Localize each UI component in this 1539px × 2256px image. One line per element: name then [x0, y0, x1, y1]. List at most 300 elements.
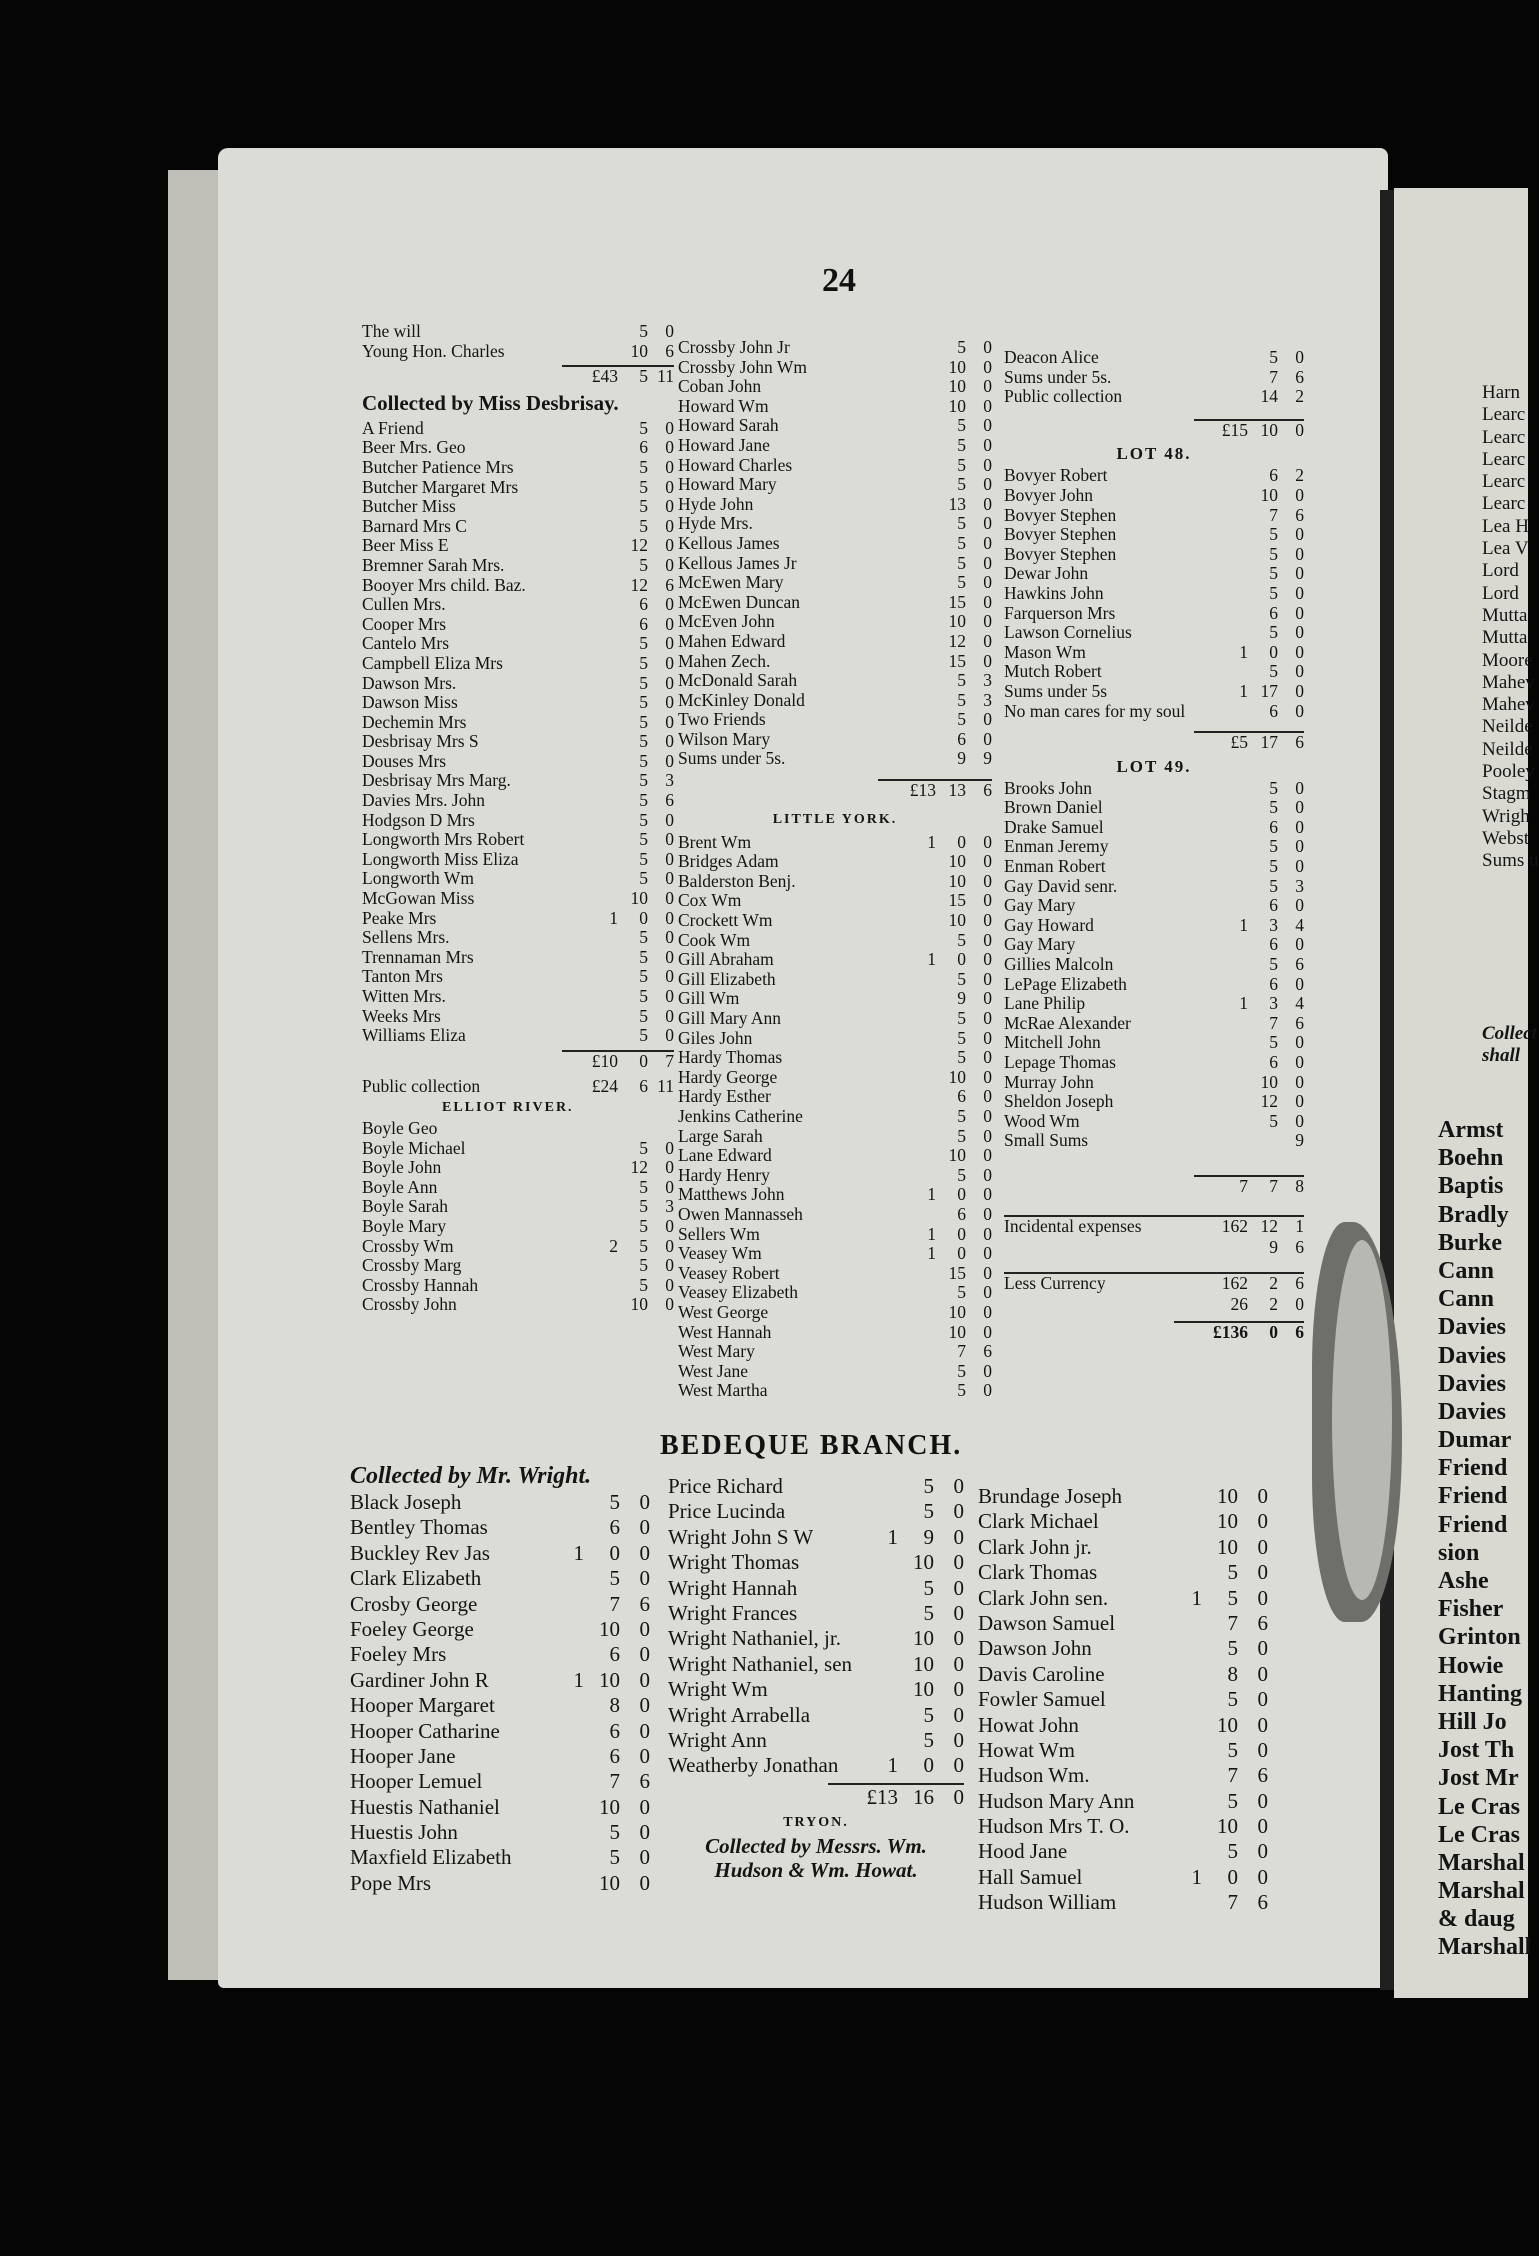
donor-name: Boyle John [362, 1157, 442, 1178]
donor-name: No man cares for my soul [1004, 700, 1186, 721]
pence: 0 [983, 474, 992, 495]
donor-name: Hudson Mary Ann [978, 1788, 1135, 1813]
shillings: 10 [948, 356, 966, 377]
donor-name: Hooper Catharine [350, 1718, 500, 1743]
list-item [678, 833, 992, 853]
next-page-text: Armst [1438, 1117, 1504, 1143]
donor-name: Gardiner John R [350, 1667, 489, 1692]
pence: 0 [953, 1753, 964, 1778]
shillings: 12 [948, 630, 966, 651]
shillings: 7 [1227, 1890, 1238, 1915]
shillings: 5 [609, 1845, 620, 1870]
shillings: 5 [1269, 1110, 1278, 1131]
donor-name: Howard Mary [678, 474, 777, 495]
pence: 0 [1257, 1814, 1268, 1839]
donor-name: Kellous James Jr [678, 552, 797, 573]
list-item [350, 1668, 650, 1693]
pence: 3 [665, 770, 674, 791]
donor-name: Black Joseph [350, 1490, 462, 1514]
pence: 0 [639, 1794, 650, 1819]
shillings: 5 [957, 1164, 966, 1185]
pence: 0 [983, 1008, 992, 1028]
pence: 0 [983, 831, 992, 852]
pounds: 1 [927, 1223, 936, 1244]
pence: 0 [1257, 1636, 1268, 1661]
shillings: 6 [957, 728, 966, 749]
next-page-text: Lord [1482, 560, 1519, 582]
list-item [362, 732, 674, 752]
pence: 0 [665, 946, 674, 967]
next-page-text: Stagm [1482, 783, 1531, 805]
donor-name: Wilson Mary [678, 728, 771, 749]
pence: 0 [983, 1223, 992, 1244]
list-item [1004, 682, 1304, 702]
shillings: 5 [1269, 347, 1278, 367]
donor-name: Campbell Eliza Mrs [362, 652, 503, 673]
pence: 0 [983, 910, 992, 931]
subtotal: 7 7 8 [1194, 1175, 1304, 1197]
donor-name: Williams Eliza [362, 1025, 466, 1046]
pence: 6 [1257, 1763, 1268, 1788]
list-item [362, 830, 674, 850]
list-item [978, 1535, 1268, 1560]
list-item [1004, 348, 1304, 368]
donor-name: Howat Wm [978, 1737, 1076, 1762]
list-item [1004, 466, 1304, 486]
list-item [350, 1541, 650, 1566]
shillings: 7 [1227, 1763, 1238, 1788]
donor-name: LePage Elizabeth [1004, 973, 1127, 994]
shillings: 5 [639, 1005, 648, 1026]
shillings: 7 [957, 1341, 966, 1362]
pence: 0 [1295, 700, 1304, 721]
donor-name: Desbrisay Mrs S [362, 731, 479, 752]
shillings: 5 [639, 966, 648, 987]
donor-name: Hudson Wm. [978, 1763, 1090, 1788]
torn-paper-inner [1332, 1240, 1392, 1600]
donor-name: Clark John sen. [978, 1585, 1109, 1610]
shillings: 12 [630, 574, 648, 595]
list-item [1004, 368, 1304, 388]
shillings: 14 [1260, 386, 1278, 407]
donor-name: Wright Wm [668, 1677, 768, 1702]
list-item [1004, 506, 1304, 526]
pence: 0 [639, 1718, 650, 1743]
pounds: 1 [887, 1524, 898, 1549]
pence: 0 [953, 1702, 964, 1727]
shillings: 5 [1269, 797, 1278, 818]
list-item [678, 1029, 992, 1049]
pence: 0 [1295, 641, 1304, 662]
shillings: 10 [948, 1321, 966, 1342]
pounds: 1 [927, 1243, 936, 1264]
pence: 0 [665, 1255, 674, 1276]
pence: 0 [665, 1157, 674, 1178]
donor-name: Barnard Mrs C [362, 515, 467, 536]
list-item [1004, 662, 1304, 682]
pence: 0 [665, 1137, 674, 1158]
list-item [362, 497, 674, 517]
pence: 0 [665, 1005, 674, 1026]
shillings: 5 [639, 417, 648, 438]
donor-name: Murray John [1004, 1071, 1094, 1092]
collector-heading: Collected by Mr. Wright. [350, 1463, 592, 1489]
column-3 [1004, 348, 1304, 1345]
donor-name: McEwen Duncan [678, 591, 800, 612]
shillings: 10 [1217, 1509, 1238, 1534]
shillings: 5 [957, 572, 966, 593]
next-page-text: Learc [1482, 493, 1526, 515]
next-page-text: Mutta [1482, 604, 1528, 626]
pounds: 1 [927, 1184, 936, 1205]
shillings: 6 [957, 1086, 966, 1107]
shillings: 17 [1260, 680, 1278, 701]
next-page-column-lower [1438, 1116, 1532, 1962]
next-page-text: Cann [1438, 1286, 1495, 1313]
donor-name: Wright Frances [668, 1600, 798, 1625]
list-item [362, 1158, 674, 1178]
pence: 0 [665, 1235, 674, 1256]
pence: 0 [1295, 582, 1304, 603]
pence: 0 [1257, 1687, 1268, 1712]
list-item [678, 1323, 992, 1343]
donor-name: Wright Arrabella [668, 1702, 811, 1727]
donor-name: Gay Mary [1004, 934, 1076, 955]
pence: 0 [1295, 934, 1304, 955]
subtotal: £43 5 11 [562, 365, 674, 387]
next-page-text: Howie [1438, 1652, 1504, 1679]
donor-name: Dechemin Mrs [362, 711, 467, 732]
donor-name: Longworth Mrs Robert [362, 829, 525, 850]
pence: 0 [983, 434, 992, 455]
shillings: 0 [957, 949, 966, 970]
pounds: 1 [887, 1753, 898, 1778]
section-heading: LITTLE YORK. [772, 811, 898, 827]
donor-name: Crockett Wm [678, 910, 773, 931]
public-collection: Public collection £24 6 11 [362, 1076, 674, 1097]
pence: 0 [665, 1025, 674, 1046]
shillings: 5 [957, 1360, 966, 1381]
shillings: 0 [639, 907, 648, 928]
donor-name: Crossby John Jr [678, 337, 790, 357]
donor-name: Brent Wm [678, 831, 752, 852]
donor-name: Beer Mrs. Geo [362, 437, 466, 458]
pence: 0 [983, 870, 992, 891]
list-item [978, 1789, 1268, 1814]
shillings: 5 [1269, 563, 1278, 584]
shillings: 5 [1269, 622, 1278, 643]
donor-name: Booyer Mrs child. Baz. [362, 574, 526, 595]
branch-heading: BEDEQUE BRANCH. [660, 1430, 963, 1461]
list-item [362, 322, 674, 342]
shillings: 5 [609, 1820, 620, 1845]
pence: 0 [983, 1282, 992, 1303]
list-item [362, 850, 674, 870]
next-page-text: Ashe [1438, 1568, 1489, 1594]
list-item [978, 1611, 1268, 1636]
donor-name: Crossby Hannah [362, 1274, 479, 1295]
shillings: 5 [639, 711, 648, 732]
next-page-text: Friend [1438, 1455, 1508, 1482]
list-item [1004, 486, 1304, 506]
list-item [362, 342, 674, 362]
pence: 0 [983, 1145, 992, 1166]
shillings: 5 [639, 1025, 648, 1046]
list-item [678, 911, 992, 931]
pence: 0 [1295, 973, 1304, 994]
pence: 0 [1257, 1864, 1268, 1889]
list-item [362, 1197, 674, 1217]
donor-name: Sellens Mrs. [362, 927, 450, 948]
shillings: 5 [957, 1125, 966, 1146]
next-page-text: Pooley [1482, 761, 1535, 783]
shillings: 5 [639, 986, 648, 1006]
shillings: 10 [630, 888, 648, 909]
list-item [350, 1871, 650, 1896]
pence: 0 [665, 888, 674, 909]
pence: 0 [1257, 1661, 1268, 1686]
shillings: 10 [948, 851, 966, 872]
list-item [1004, 837, 1304, 857]
list-item [678, 1048, 992, 1068]
pence: 0 [665, 829, 674, 850]
pence: 0 [983, 395, 992, 416]
list-item [668, 1728, 964, 1753]
next-page-text: Lea V [1482, 538, 1529, 560]
shillings: 10 [948, 1145, 966, 1166]
pence: 6 [1295, 366, 1304, 387]
shillings: 3 [1269, 914, 1278, 935]
pence: 0 [983, 454, 992, 475]
pence: 2 [1295, 465, 1304, 486]
list-item [362, 1295, 674, 1315]
pence: 0 [983, 356, 992, 377]
shillings: 5 [923, 1499, 934, 1524]
pence: 0 [1257, 1560, 1268, 1585]
pence: 0 [1257, 1839, 1268, 1864]
list-item [678, 1362, 992, 1382]
section-heading: ELLIOT RIVER. [442, 1099, 574, 1115]
shillings: 5 [639, 1176, 648, 1197]
donor-name: Cox Wm [678, 890, 742, 911]
pence: 0 [953, 1677, 964, 1702]
shillings: 5 [923, 1600, 934, 1625]
section-heading: TRYON. [783, 1815, 849, 1831]
pence: 0 [639, 1616, 650, 1641]
donor-name: Wright John S W [668, 1524, 814, 1549]
donor-name: Bremner Sarah Mrs. [362, 554, 505, 575]
pence: 4 [1295, 914, 1304, 935]
list-item [678, 989, 992, 1009]
pence: 0 [1257, 1788, 1268, 1813]
list-item [668, 1753, 964, 1778]
next-page-text: Friend [1438, 1511, 1508, 1538]
donor-name: Hardy Thomas [678, 1047, 783, 1068]
list-item [668, 1677, 964, 1702]
shillings: 6 [957, 1203, 966, 1224]
list-item [678, 1009, 992, 1029]
list-item [678, 612, 992, 632]
next-page-text: Mutta [1482, 627, 1528, 649]
pence: 0 [1295, 836, 1304, 857]
shillings: 0 [957, 831, 966, 852]
shillings: 10 [630, 1294, 648, 1315]
shillings: 5 [639, 868, 648, 889]
list-item [362, 928, 674, 948]
incidental-expenses: Incidental expenses 162 12 1 [1004, 1215, 1304, 1236]
pence: 0 [665, 1274, 674, 1295]
list-item [678, 931, 992, 951]
pence: 6 [665, 790, 674, 811]
pence: 0 [665, 966, 674, 987]
donor-name: Hyde Mrs. [678, 513, 753, 534]
donor-name: Sums under 5s. [1004, 366, 1112, 387]
next-page-text: Webst [1482, 827, 1530, 849]
donor-name: Price Richard [668, 1474, 783, 1498]
list-item [678, 475, 992, 495]
list-item [978, 1636, 1268, 1661]
list-item [678, 1068, 992, 1088]
next-page-text: Learc [1482, 404, 1526, 426]
list-item [678, 358, 992, 378]
donor-name: Jenkins Catherine [678, 1105, 803, 1126]
donor-name: Farquerson Mrs [1004, 602, 1116, 623]
next-page-text: Jost Mr [1438, 1765, 1519, 1792]
subtotal: £10 0 7 [562, 1050, 674, 1072]
list-item [978, 1814, 1268, 1839]
pounds: 1 [927, 831, 936, 852]
pence: 6 [639, 1769, 650, 1794]
pence: 0 [639, 1566, 650, 1591]
shillings: 10 [1217, 1534, 1238, 1559]
donor-name: Young Hon. Charles [362, 340, 505, 361]
donor-name: Bovyer Robert [1004, 465, 1108, 486]
donor-name: Two Friends [678, 709, 766, 730]
donor-name: West Jane [678, 1360, 749, 1381]
list-item [362, 1007, 674, 1027]
list-item [678, 514, 992, 534]
list-item [678, 950, 992, 970]
list-item [678, 1244, 992, 1264]
donor-name: McKinley Donald [678, 689, 805, 710]
donor-name: McRae Alexander [1004, 1012, 1131, 1033]
list-item [362, 1139, 674, 1159]
shillings: 5 [639, 1235, 648, 1256]
pence: 0 [953, 1474, 964, 1498]
pence: 0 [983, 728, 992, 749]
shillings: 10 [948, 611, 966, 632]
shillings: 5 [1269, 875, 1278, 896]
list-item [362, 419, 674, 439]
pence: 0 [665, 554, 674, 575]
pence: 0 [639, 1693, 650, 1718]
pence: 0 [1257, 1509, 1268, 1534]
pence: 3 [665, 1196, 674, 1217]
pence: 0 [983, 851, 992, 872]
list-item [1004, 584, 1304, 604]
donor-name: Crosby George [350, 1591, 478, 1616]
donor-name: Mason Wm [1004, 641, 1086, 662]
list-item [1004, 564, 1304, 584]
list-item [678, 671, 992, 691]
pence: 9 [983, 748, 992, 769]
list-item [678, 970, 992, 990]
shillings: 0 [957, 1184, 966, 1205]
shillings: 9 [957, 988, 966, 1009]
pence: 0 [983, 1086, 992, 1107]
pence: 0 [1295, 543, 1304, 564]
shillings: 5 [1269, 582, 1278, 603]
pence: 0 [983, 415, 992, 436]
shillings: 5 [923, 1727, 934, 1752]
pence: 0 [665, 986, 674, 1006]
list-item [350, 1719, 650, 1744]
pence: 0 [1295, 1110, 1304, 1131]
pence: 0 [665, 868, 674, 889]
shillings: 5 [957, 670, 966, 691]
shillings: 5 [1269, 1032, 1278, 1053]
shillings: 0 [609, 1540, 620, 1565]
pence: 0 [665, 672, 674, 693]
pence: 6 [983, 1341, 992, 1362]
next-page-text: shall [1482, 1044, 1521, 1066]
list-item [362, 1276, 674, 1296]
donor-name: Sums under 5s [1004, 680, 1108, 701]
donor-name: Douses Mrs [362, 750, 447, 771]
donor-name: Brooks John [1004, 777, 1092, 798]
list-item [678, 891, 992, 911]
donor-name: Bovyer Stephen [1004, 524, 1117, 545]
shillings: 0 [1227, 1864, 1238, 1889]
next-page-text: Boehn [1438, 1145, 1504, 1172]
pence: 0 [1295, 680, 1304, 701]
list-item [678, 749, 992, 769]
list-item [668, 1652, 964, 1677]
shillings: 5 [957, 1047, 966, 1068]
pence: 0 [665, 1215, 674, 1236]
shillings: 5 [957, 689, 966, 710]
list-item [678, 573, 992, 593]
shillings: 0 [957, 1223, 966, 1244]
donor-name: Peake Mrs [362, 907, 437, 928]
shillings: 5 [923, 1575, 934, 1600]
shillings: 5 [639, 770, 648, 791]
list-item [668, 1703, 964, 1728]
pence: 0 [1257, 1484, 1268, 1508]
next-page-text: Marshall [1438, 1934, 1532, 1961]
pence: 0 [639, 1743, 650, 1768]
list-item [678, 456, 992, 476]
shillings: 6 [1269, 934, 1278, 955]
pounds: 1 [1239, 914, 1248, 935]
pence: 0 [983, 532, 992, 553]
pence: 0 [983, 376, 992, 397]
pounds: 2 [609, 1235, 618, 1256]
donor-name: Balderston Benj. [678, 870, 796, 891]
shillings: 5 [957, 929, 966, 950]
bedeque-column-3 [978, 1484, 1268, 1916]
pence: 0 [1295, 1071, 1304, 1092]
donor-name: McDonald Sarah [678, 670, 798, 691]
list-item [350, 1617, 650, 1642]
pence: 0 [983, 591, 992, 612]
pence: 0 [983, 1243, 992, 1264]
list-item [978, 1687, 1268, 1712]
donor-name: Wright Thomas [668, 1550, 800, 1575]
shillings: 10 [599, 1616, 620, 1641]
pence: 2 [1295, 386, 1304, 407]
shillings: 7 [609, 1769, 620, 1794]
